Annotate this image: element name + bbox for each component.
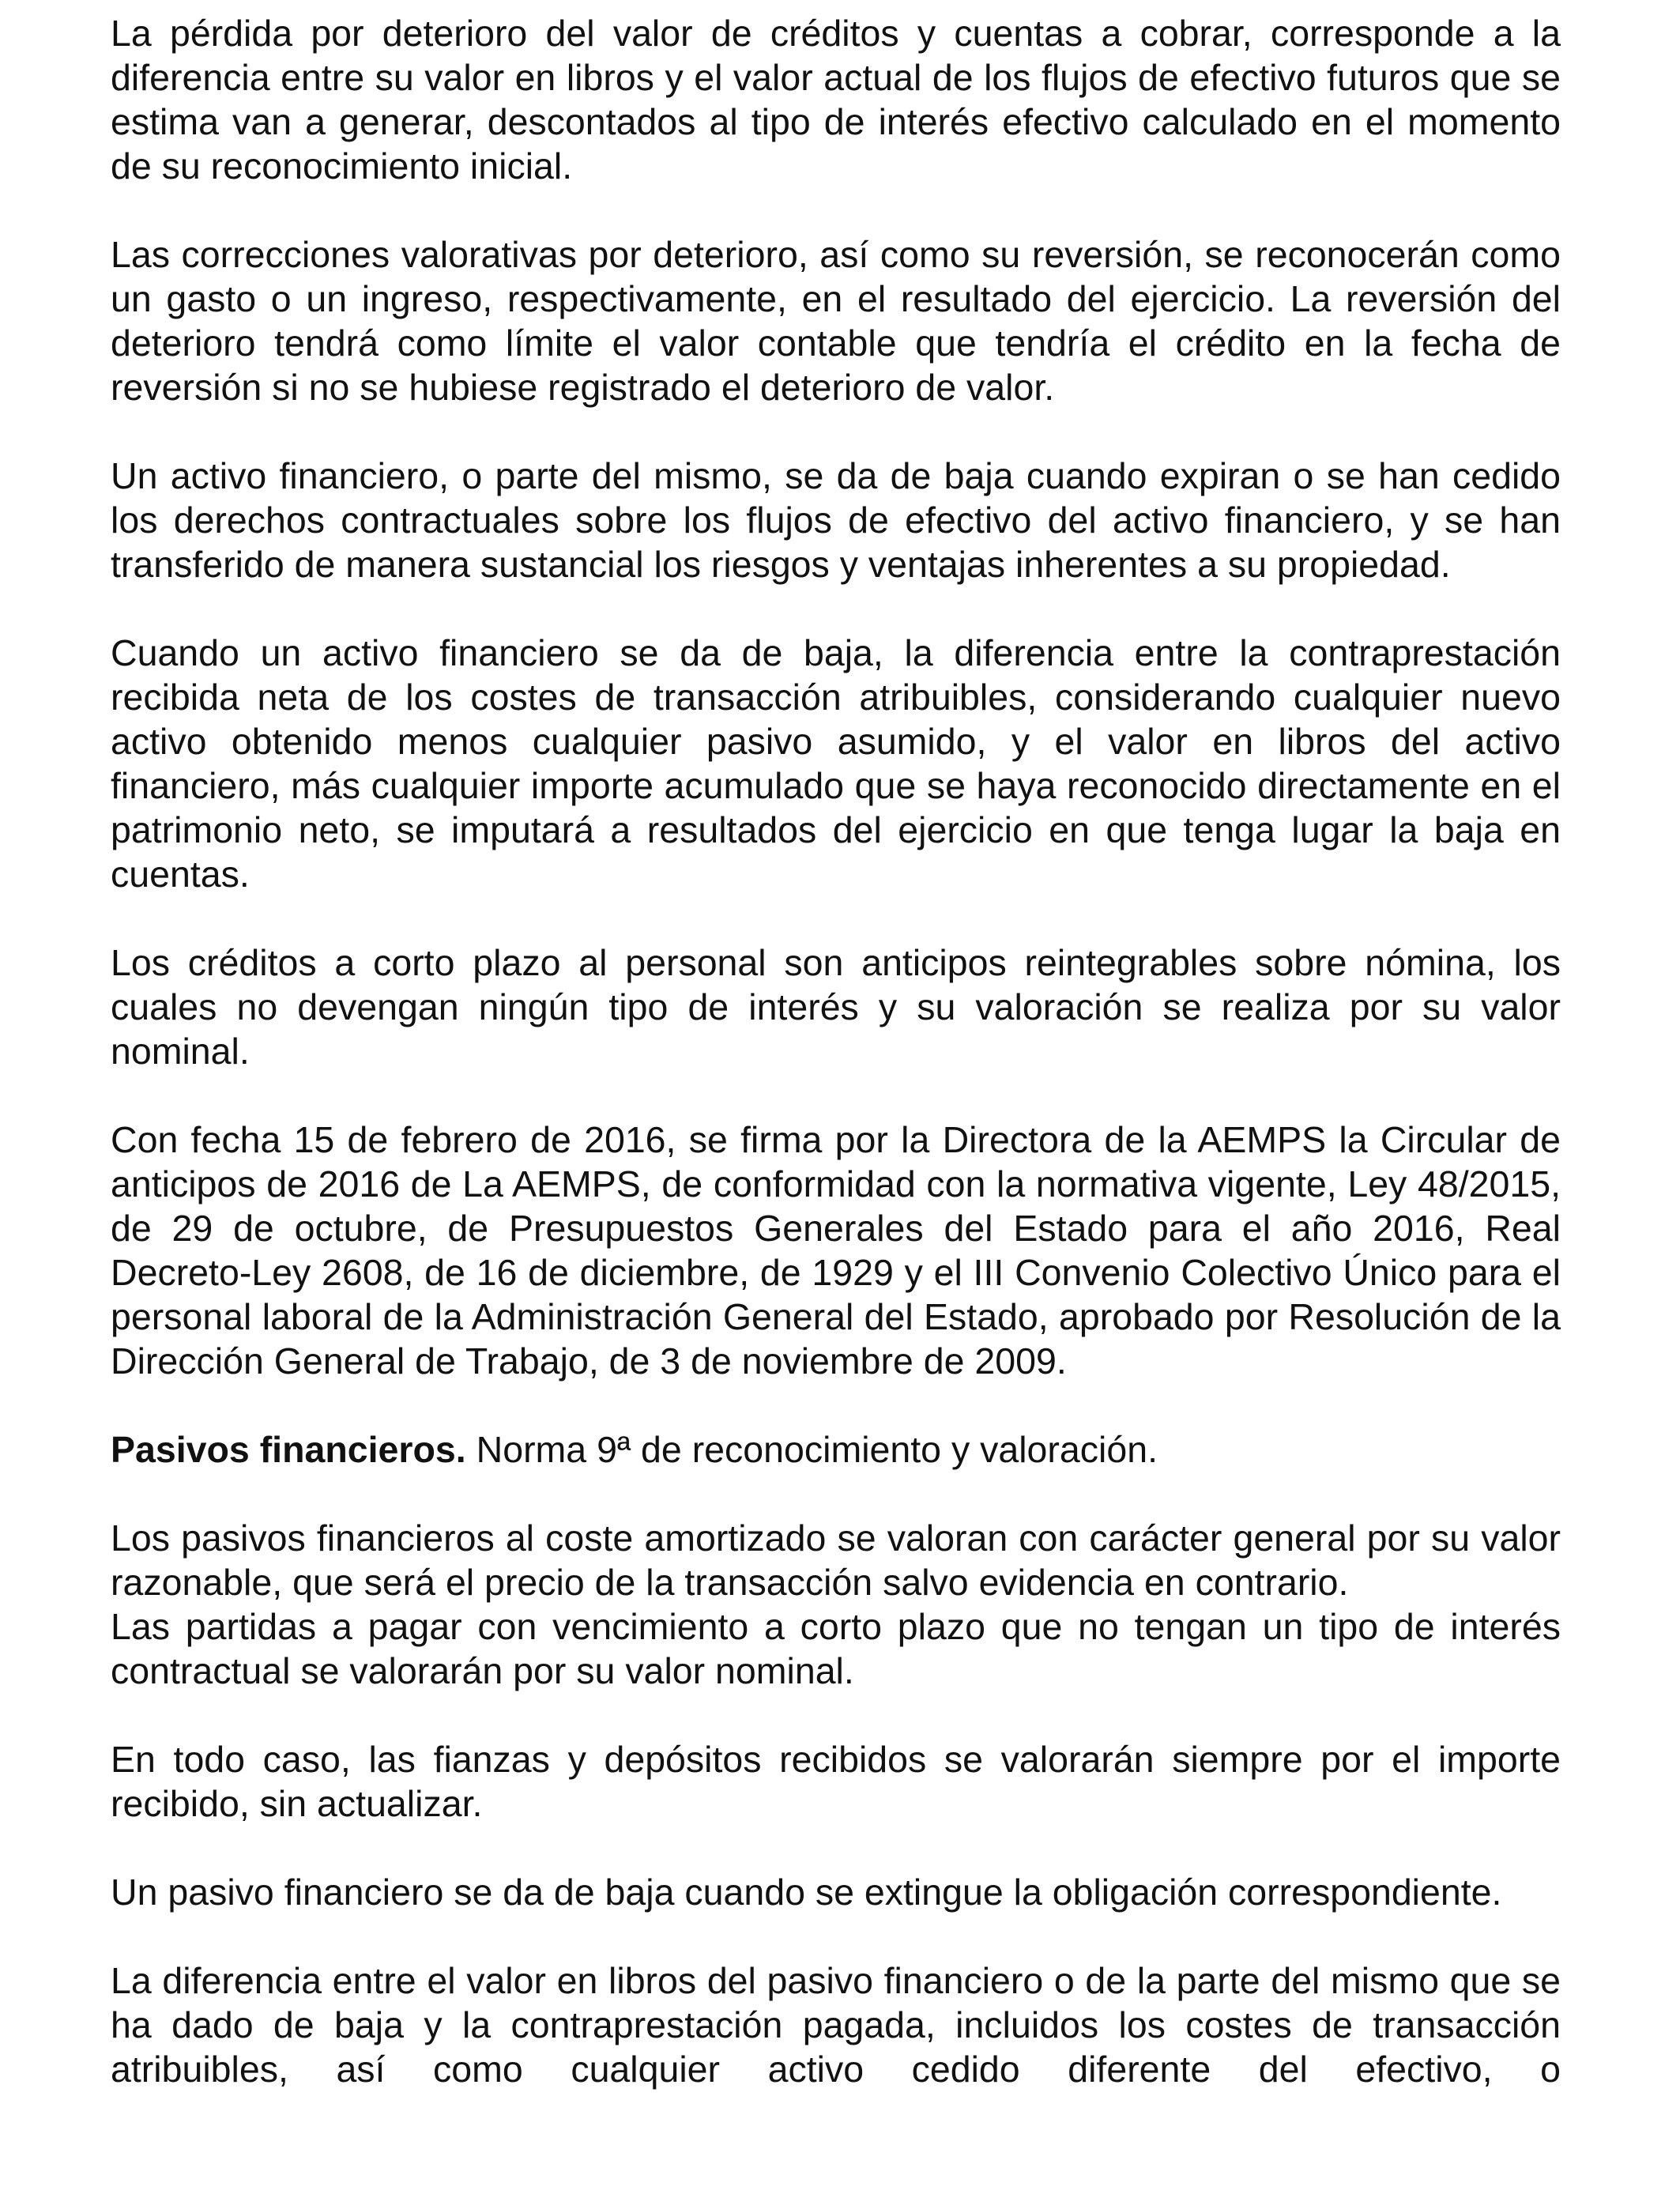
paragraph-correcciones-valorativas: Las correcciones valorativas por deterioro, así como su reversión, se reconocerán como un gasto o un ingreso, respectivamente, en el resultado del ejercicio. La reversión del deterioro tendrá como límite el valor contable que tendría el crédito en la fecha de reversión si no se hubiese registrado el deterioro de valor. — [111, 234, 1561, 408]
section-heading-rest: Norma 9ª de reconocimiento y valoración. — [465, 1429, 1158, 1470]
paragraph-baja-activo: Un activo financiero, o parte del mismo, se da de baja cuando expiran o se han cedido los derechos contractuales sobre los flujos de efectivo del activo financiero, y se han transferido de manera sustancial los riesgos y ventajas inherentes a su propiedad. — [111, 455, 1561, 585]
paragraph-diferencia-pasivo: La diferencia entre el valor en libros del pasivo financiero o de la parte del mismo que se ha dado de baja y la contraprestación pagada, incluidos los costes de transacción atribuibles, así como cualquier activo cedido diferente del efectivo, o — [111, 1960, 1561, 2090]
paragraph-creditos-personal: Los créditos a corto plazo al personal son anticipos reintegrables sobre nómina, los cuales no devengan ningún tipo de interés y su valoración se realiza por su valor nominal. — [111, 942, 1561, 1072]
paragraph-baja-pasivo: Un pasivo financiero se da de baja cuando se extingue la obligación correspondiente. — [111, 1872, 1502, 1913]
section-heading-pasivos — [111, 1427, 1561, 1472]
section-heading-bold: Pasivos financieros. — [111, 1429, 466, 1470]
paragraph-deterioro-creditos: La pérdida por deterioro del valor de créditos y cuentas a cobrar, corresponde a la diferencia entre su valor en libros y el valor actual de los flujos de efectivo futuros que se estima van a generar, descontados al tipo de interés efectivo calculado en el momento de su reconocimiento inicial. — [111, 13, 1561, 187]
paragraph-contraprestacion: Cuando un activo financiero se da de baja, la diferencia entre la contraprestación recibida neta de los costes de transacción atribuibles, considerando cualquier nuevo activo obtenido menos cualquier pasivo asumido, y el valor en libros del activo financiero, más cualquier importe acumulado que se haya reconocido directamente en el patrimonio neto, se imputará a resultados del ejercicio en que tenga lugar la baja en cuentas. — [111, 632, 1561, 895]
paragraph-pasivos-line-2: Las partidas a pagar con vencimiento a corto plazo que no tengan un tipo de interés contractual se valorarán por su valor nominal. — [111, 1606, 1561, 1691]
paragraph-pasivos-line-1: Los pasivos financieros al coste amortizado se valoran con carácter general por su valor razonable, que será el precio de la transacción salvo evidencia en contrario. — [111, 1517, 1561, 1603]
paragraph-pasivos-coste — [111, 1516, 1561, 1693]
paragraph-circular-anticipos: Con fecha 15 de febrero de 2016, se firma por la Directora de la AEMPS la Circular de anticipos de 2016 de La AEMPS, de conformidad con la normativa vigente, Ley 48/2015, de 29 de octubre, de Presupuestos Generales del Estado para el año 2016, Real Decreto-Ley 2608, de 16 de diciembre, de 1929 y el III Convenio Colectivo Único para el personal laboral de la Administración General del Estado, aprobado por Resolución de la Dirección General de Trabajo, de 3 de noviembre de 2009. — [111, 1119, 1561, 1382]
paragraph-fianzas: En todo caso, las fianzas y depósitos recibidos se valorarán siempre por el importe recibido, sin actualizar. — [111, 1739, 1561, 1824]
document-page — [111, 11, 1561, 2091]
